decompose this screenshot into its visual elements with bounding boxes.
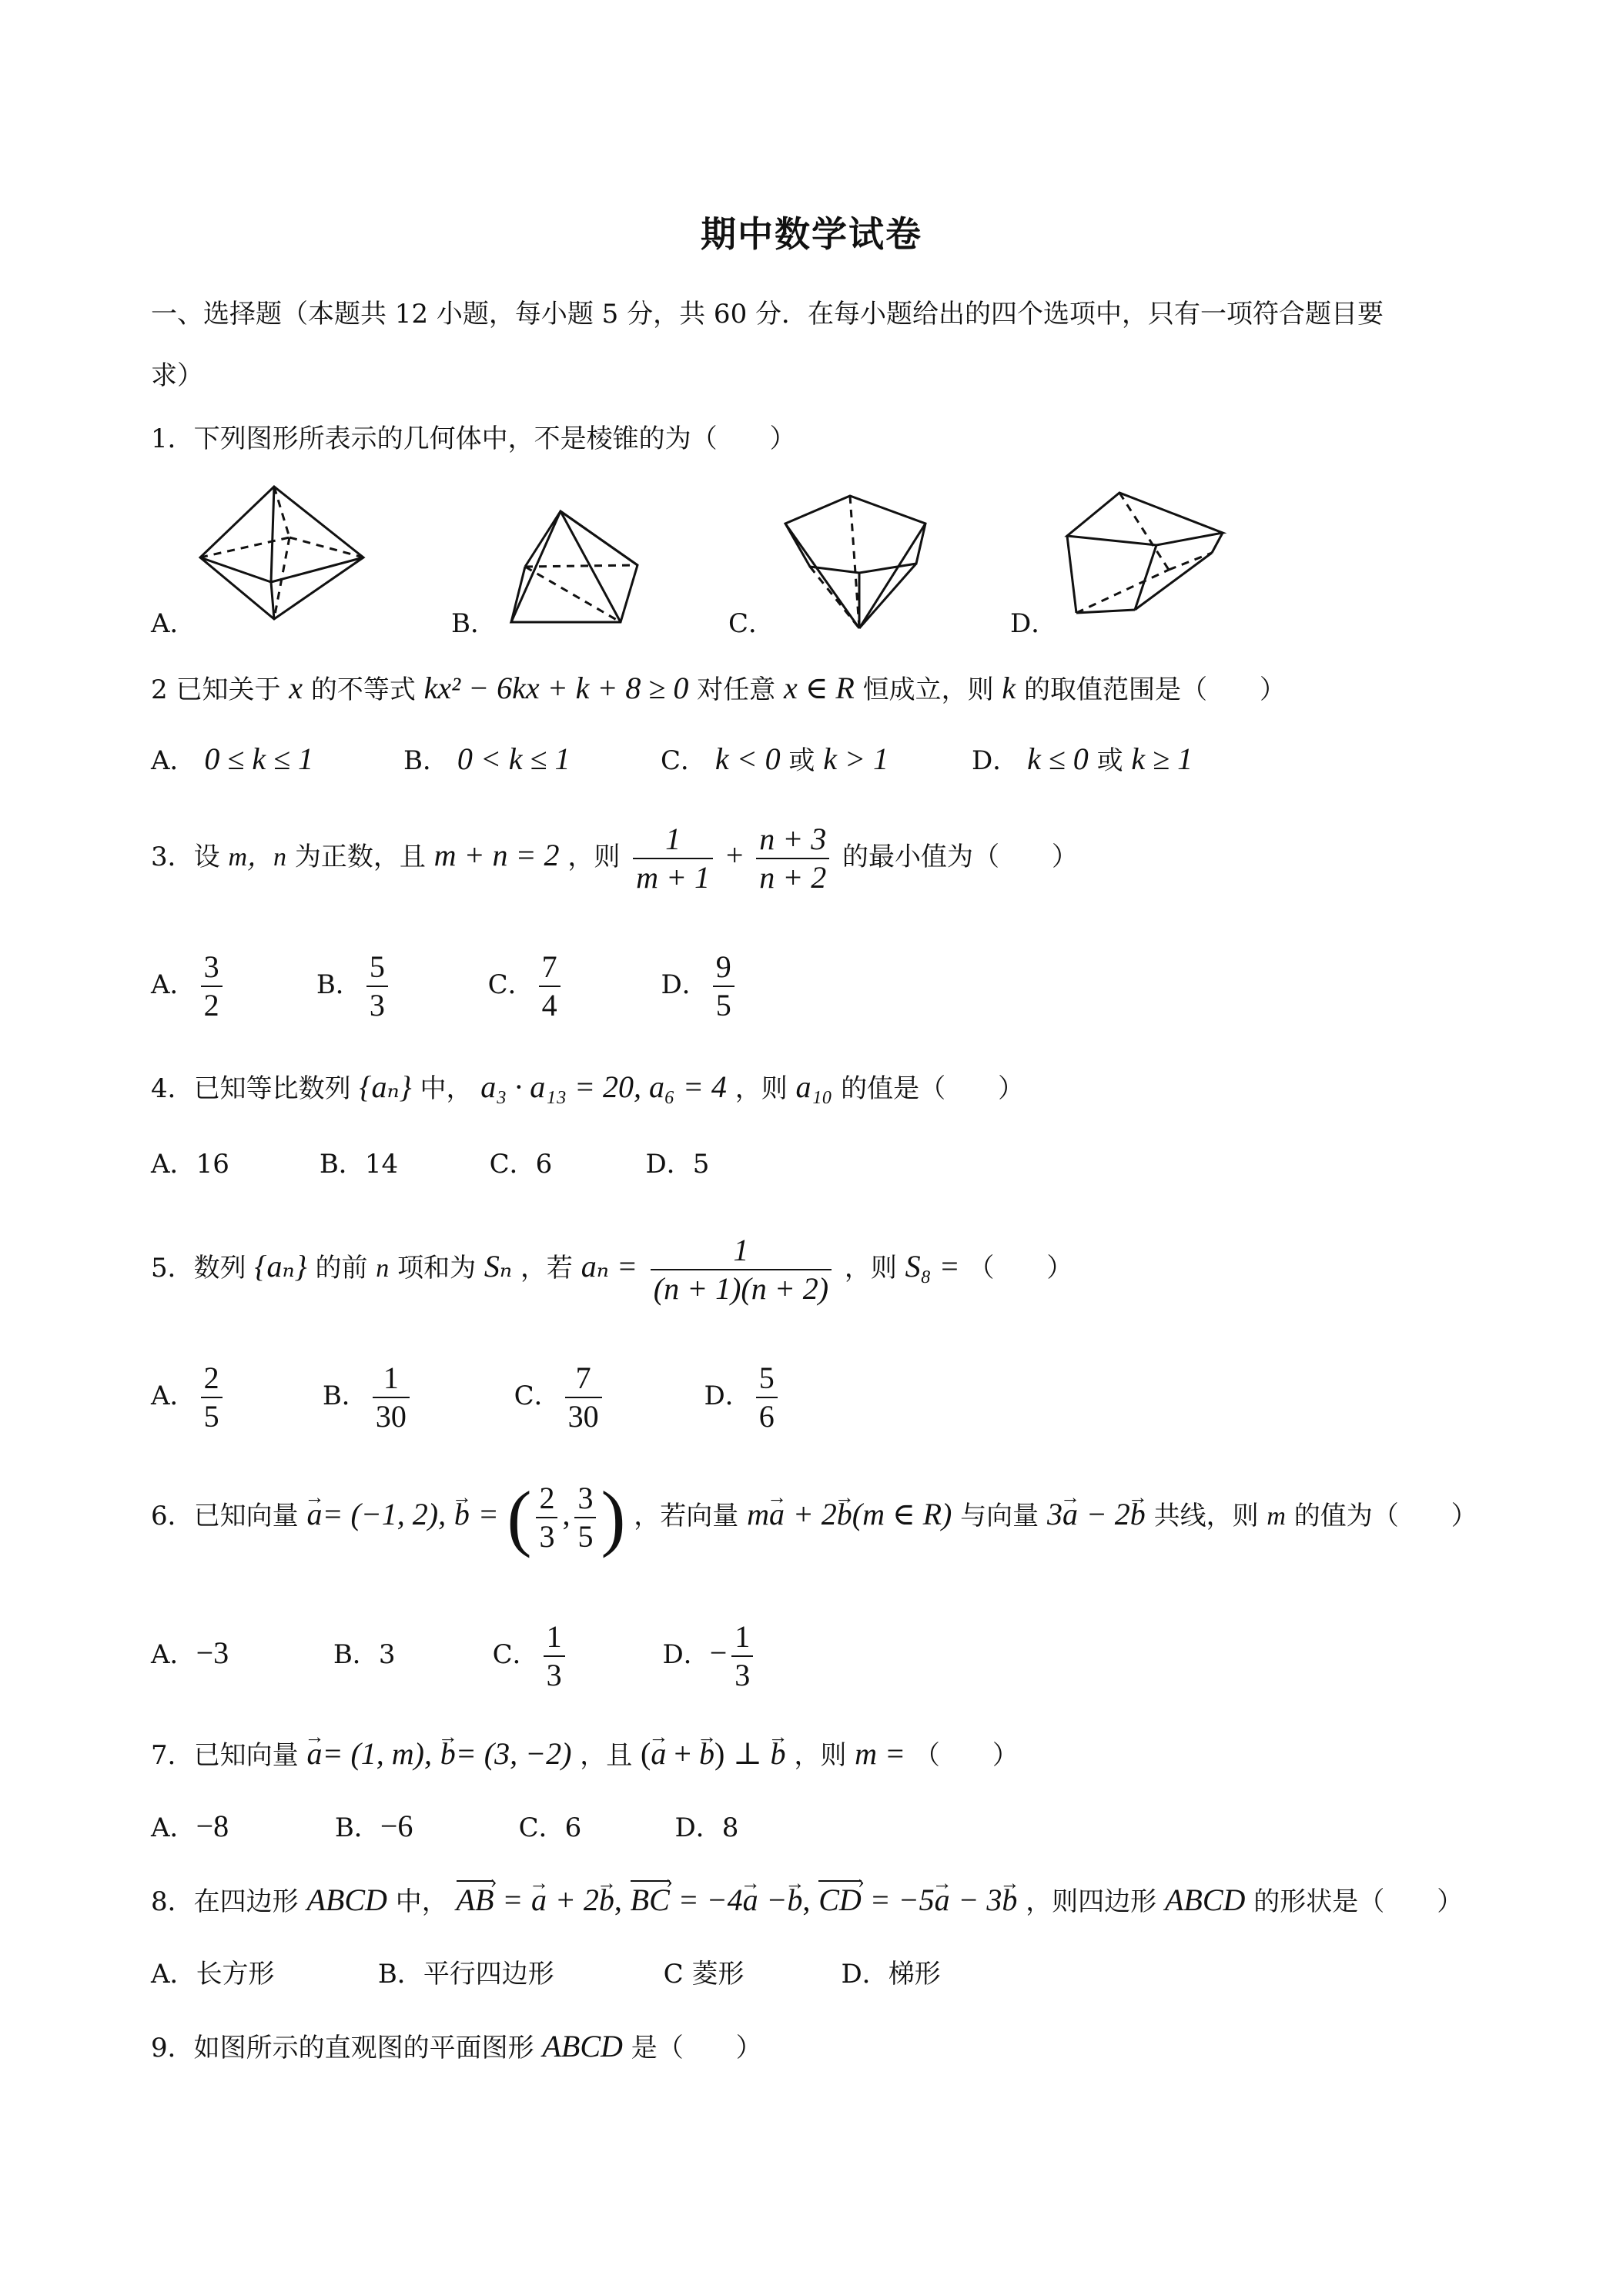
q6-b-component-1 <box>536 1480 557 1555</box>
q5-option-b-num: 1 <box>373 1360 410 1398</box>
q3-option-b-num: 5 <box>366 949 388 987</box>
q4-prefix: 4．已知等比数列 <box>151 1073 351 1104</box>
q5-option-b-den: 30 <box>375 1399 407 1434</box>
q7-sum-close: ) <box>714 1736 725 1771</box>
question-3 <box>151 821 1078 896</box>
q3-option-b-den: 3 <box>369 988 385 1022</box>
q6-vector-a-value: = (−1, 2), <box>322 1497 447 1531</box>
q4-option-a-label: A． <box>151 1149 196 1180</box>
q6-comb2-vector-a: → a <box>1062 1498 1078 1531</box>
q8-vector-bc: BC › <box>631 1883 670 1917</box>
q6-option-d-label: D． <box>662 1639 710 1670</box>
q3-condition: m + n = 2 <box>433 838 560 872</box>
q8-comma-1: , <box>614 1883 622 1917</box>
question-7 <box>151 1737 1019 1772</box>
q9-quad: ABCD <box>542 2029 623 2063</box>
q5-option-d-label: D． <box>704 1381 751 1411</box>
q8-option-a-value: 长方形 <box>196 1959 275 1990</box>
q8-ab-vector-b: → b <box>599 1883 614 1917</box>
q4-target: a₁₀ <box>795 1069 833 1104</box>
q2-option-a-expr: 0 ≤ k ≤ 1 <box>204 741 314 776</box>
q7-option-a-value: −8 <box>196 1809 229 1843</box>
q7-options <box>151 1809 738 1845</box>
q4-option-d <box>645 1147 709 1181</box>
q7-prefix: 7．已知向量 <box>151 1740 299 1771</box>
q2-suffix: 恒成立，则 <box>862 674 994 705</box>
q6-option-d-num: 1 <box>731 1618 753 1657</box>
q3-option-b-label: B． <box>316 969 362 1000</box>
q6-mid2: 与向量 <box>960 1501 1039 1531</box>
q6-comb1-coef: m <box>747 1497 769 1531</box>
q8-suffix: 的形状是（ ） <box>1253 1886 1464 1917</box>
question-1: 1．下列图形所表示的几何体中，不是棱锥的为（ ） <box>151 423 796 454</box>
q2-condition: x ∈ R <box>783 671 855 705</box>
q4-mid: 中， <box>420 1073 473 1104</box>
q5-option-a-den: 5 <box>203 1399 219 1434</box>
q2-option-d-connector: 或 <box>1096 745 1123 776</box>
q5-option-b <box>323 1360 506 1435</box>
q3-plus: + <box>725 838 744 872</box>
q6-option-c <box>493 1618 654 1694</box>
q5-mid: 的前 <box>315 1253 368 1284</box>
q6-option-a-label: A． <box>151 1639 196 1670</box>
q3-mid2: ，则 <box>567 842 621 872</box>
q3-option-d-den: 5 <box>715 988 731 1022</box>
q7-suffix: （ ） <box>913 1740 1019 1771</box>
figure-octahedron <box>197 484 370 622</box>
q2-inequality: kx² − 6kx + k + 8 ≥ 0 <box>423 671 689 705</box>
q6-b-component-2-den: 5 <box>577 1519 594 1554</box>
q3-option-c-num: 7 <box>539 949 561 987</box>
q2-option-b-expr: 0 < k ≤ 1 <box>457 741 571 776</box>
q5-option-d <box>704 1360 781 1435</box>
q2-option-b-label: B． <box>403 745 449 776</box>
q7-option-b-value: −6 <box>380 1809 413 1843</box>
q2-option-b <box>403 742 571 778</box>
q5-mid4: ，则 <box>844 1253 897 1284</box>
q7-option-a <box>151 1809 326 1845</box>
q4-option-b-value: 14 <box>364 1149 399 1180</box>
q7-perp: ⊥ <box>733 1736 762 1771</box>
q1-option-a: A． <box>151 608 196 639</box>
q7-perp-vector-b: → b <box>771 1737 786 1771</box>
q6-prefix: 6．已知向量 <box>151 1501 299 1531</box>
q4-option-a <box>151 1147 311 1181</box>
q8-ab-plus: + 2 <box>554 1883 599 1917</box>
q6-option-d-sign: − <box>709 1635 728 1670</box>
q2-var-x: x <box>289 671 303 705</box>
q5-var-n: n <box>376 1254 390 1283</box>
q6-suffix1: 共线，则 <box>1153 1501 1259 1531</box>
q1-option-b: B． <box>451 608 497 639</box>
q7-option-d-value: 8 <box>721 1812 739 1843</box>
q3-option-d-num: 9 <box>713 949 735 987</box>
q7-vector-b-value: = (3, −2) <box>455 1736 572 1771</box>
q6-option-c-label: C． <box>492 1639 539 1670</box>
q2-option-d-expr: k ≤ 0 <box>1027 741 1089 776</box>
q9-suffix: 是（ ） <box>631 2033 762 2063</box>
q6-vector-b: → b <box>454 1498 470 1531</box>
q6-comb1-vector-b: → b <box>837 1498 852 1531</box>
q5-option-c <box>514 1360 696 1435</box>
q8-cd-vector-a: → a <box>935 1883 950 1917</box>
q8-option-d-value: 梯形 <box>888 1959 941 1990</box>
q5-option-c-den: 30 <box>567 1399 599 1434</box>
q5-mid2: 项和为 <box>397 1253 477 1284</box>
q6-vector-a: → a <box>306 1498 322 1531</box>
q3-vars: m，n <box>228 843 287 872</box>
q6-option-b-label: B． <box>333 1639 379 1670</box>
q8-option-c-value: 菱形 <box>691 1959 745 1990</box>
q3-fraction-2-num: n + 3 <box>756 821 829 859</box>
q5-option-a <box>151 1360 314 1435</box>
q6-b-component-2-num: 3 <box>574 1480 596 1518</box>
q5-sum: Sₙ <box>484 1249 513 1284</box>
q6-option-c-den: 3 <box>546 1658 562 1692</box>
q3-fraction-2 <box>756 821 829 896</box>
q2-option-a-label: A． <box>151 745 196 776</box>
q3-mid: 为正数，且 <box>294 842 426 872</box>
q7-mid: ，且 <box>580 1740 633 1771</box>
q5-options <box>151 1360 782 1435</box>
q5-option-c-num: 7 <box>565 1360 602 1398</box>
q6-b-component-2 <box>574 1480 596 1555</box>
q7-option-b-label: B． <box>334 1812 380 1843</box>
q3-option-d-label: D． <box>661 969 708 1000</box>
question-8 <box>151 1883 1463 1919</box>
q8-option-a-label: A． <box>151 1959 196 1990</box>
q6-vector-b-equals: = <box>477 1497 499 1531</box>
q2-option-d-expr2: k ≥ 1 <box>1131 741 1193 776</box>
question-9 <box>151 2030 762 2065</box>
q2-end: 的取值范围是（ ） <box>1023 674 1286 705</box>
q9-prefix: 9．如图所示的直观图的平面图形 <box>151 2033 534 2063</box>
q3-option-b <box>316 949 480 1024</box>
q7-option-c-label: C． <box>518 1812 565 1843</box>
q7-sum-vector-b: → b <box>699 1737 714 1771</box>
q4-options <box>151 1147 709 1181</box>
q2-option-d-label: D． <box>972 745 1019 776</box>
q3-option-d <box>661 949 738 1024</box>
q7-option-c-value: 6 <box>564 1812 582 1843</box>
q6-option-b <box>333 1638 484 1672</box>
q8-option-c <box>664 1957 833 1991</box>
q3-fraction-2-den: n + 2 <box>759 860 827 895</box>
q5-target: S₈ = <box>905 1249 960 1284</box>
q8-prefix: 8．在四边形 <box>151 1886 299 1917</box>
q5-option-b-label: B． <box>322 1381 368 1411</box>
q6-option-d-den: 3 <box>735 1658 751 1692</box>
q7-vector-a-value: = (1, m), <box>322 1736 432 1771</box>
q2-option-d <box>972 742 1193 778</box>
q8-cd-vector-b: → b <box>1002 1883 1017 1917</box>
q8-option-d <box>841 1957 940 1991</box>
q7-vector-b: → b <box>440 1737 456 1771</box>
q4-option-c-value: 6 <box>535 1149 553 1180</box>
q5-mid3: ，若 <box>520 1253 573 1284</box>
q3-options <box>151 949 739 1024</box>
q2-option-c-expr2: k > 1 <box>823 741 888 776</box>
q6-var-m: m <box>1267 1502 1286 1531</box>
q8-mid2: ，则四边形 <box>1026 1886 1157 1917</box>
q3-option-a-num: 3 <box>201 949 223 987</box>
question-6 <box>151 1476 1477 1558</box>
q8-bc-equals: = −4 <box>678 1883 743 1917</box>
q6-comma: , <box>562 1497 571 1531</box>
figure-pentagonal-pyramid <box>779 493 930 631</box>
q3-option-c <box>488 949 653 1024</box>
q6-comb2-coef: 3 <box>1046 1497 1062 1531</box>
q7-vector-a: → a <box>306 1737 322 1771</box>
q7-target: m = <box>855 1736 906 1771</box>
question-2 <box>151 671 1286 707</box>
question-4 <box>151 1070 1024 1106</box>
q7-sum-plus: + <box>666 1736 699 1771</box>
q5-option-a-num: 2 <box>201 1360 223 1398</box>
q2-option-c-label: C． <box>661 745 708 776</box>
q3-option-a-den: 2 <box>203 988 219 1022</box>
q6-right-paren: ) <box>601 1476 626 1558</box>
q5-option-d-den: 6 <box>758 1399 775 1434</box>
figure-frustum <box>1061 490 1235 625</box>
question-5 <box>151 1232 1073 1307</box>
q8-option-a <box>151 1957 370 1991</box>
q6-b-component-1-den: 3 <box>539 1519 555 1554</box>
q6-comb1-vector-a: → a <box>769 1498 785 1531</box>
q4-option-c <box>490 1147 637 1181</box>
q6-suffix2: 的值为（ ） <box>1293 1501 1477 1531</box>
q4-option-d-label: D． <box>645 1149 693 1180</box>
q5-option-a-label: A． <box>151 1381 196 1411</box>
q4-suffix: 的值是（ ） <box>841 1073 1025 1104</box>
q6-comb1-plus: + 2 <box>792 1497 837 1531</box>
q5-lhs: aₙ = <box>581 1249 637 1284</box>
figure-square-pyramid <box>505 508 641 625</box>
q5-suffix: （ ） <box>968 1253 1073 1284</box>
q5-sequence: {aₙ} <box>254 1249 307 1284</box>
q6-mid: ，若向量 <box>634 1501 739 1531</box>
q4-mid2: ，则 <box>735 1073 788 1104</box>
q4-option-b-label: B． <box>319 1149 365 1180</box>
q6-option-d <box>662 1618 758 1694</box>
q6-option-a <box>151 1636 325 1672</box>
q4-option-b <box>320 1147 481 1181</box>
q2-mid: 的不等式 <box>310 674 416 705</box>
q3-option-a <box>151 949 308 1024</box>
q3-fraction-1 <box>633 821 713 896</box>
q8-cd-minus: − 3 <box>958 1883 1002 1917</box>
q7-option-d-label: D． <box>674 1812 722 1843</box>
q6-comb2-vector-b: → b <box>1130 1498 1146 1531</box>
q8-quad-2: ABCD <box>1165 1883 1246 1917</box>
q8-ab-equals: = <box>502 1883 524 1917</box>
q2-option-a <box>151 742 313 778</box>
q7-option-c <box>519 1811 667 1845</box>
q5-fraction <box>651 1232 832 1307</box>
q8-option-d-label: D． <box>841 1959 888 1990</box>
q2-prefix: 2 已知关于 <box>151 674 281 705</box>
q1-option-d: D． <box>1010 608 1058 639</box>
q2-option-c <box>661 742 888 778</box>
q8-comma-2: , <box>802 1883 811 1917</box>
q7-option-b <box>335 1809 510 1845</box>
q8-option-b <box>378 1957 655 1991</box>
q6-option-a-value: −3 <box>196 1635 229 1670</box>
q7-option-a-label: A． <box>151 1812 196 1843</box>
q7-sum-vector-a: → a <box>651 1737 666 1771</box>
q8-bc-minus: − <box>766 1883 788 1917</box>
q3-fraction-1-num: 1 <box>633 821 713 859</box>
q6-options <box>151 1618 758 1694</box>
q2-var-k: k <box>1002 671 1016 705</box>
q4-option-c-label: C． <box>489 1149 536 1180</box>
q4-option-d-value: 5 <box>692 1149 710 1180</box>
section-heading-line-2: 求） <box>151 360 203 391</box>
q7-mid2: ，则 <box>794 1740 847 1771</box>
q4-option-a-value: 16 <box>196 1149 229 1180</box>
q5-fraction-num: 1 <box>651 1232 832 1270</box>
q8-vector-ab: AB › <box>457 1883 494 1917</box>
q8-bc-vector-b: → b <box>787 1883 802 1917</box>
section-heading-line-1: 一、选择题（本题共 12 小题，每小题 5 分，共 60 分．在每小题给出的四个选项中，只有一项符合题目要 <box>151 299 1384 330</box>
q1-option-c: C． <box>728 608 775 639</box>
q8-ab-vector-a: → a <box>531 1883 547 1917</box>
q8-vector-cd: CD › <box>818 1883 862 1917</box>
q5-option-d-num: 5 <box>756 1360 778 1398</box>
q3-suffix: 的最小值为（ ） <box>842 842 1079 872</box>
q7-option-d <box>674 1811 738 1845</box>
q3-fraction-1-den: m + 1 <box>636 860 711 895</box>
q4-condition: a₃ · a₁₃ = 20, a₆ = 4 <box>480 1069 727 1104</box>
q3-option-c-den: 4 <box>541 988 557 1022</box>
q8-option-b-label: B． <box>377 1959 423 1990</box>
page-title: 期中数学试卷 <box>701 213 922 255</box>
q6-option-b-value: 3 <box>378 1639 396 1670</box>
q5-prefix: 5．数列 <box>151 1253 246 1284</box>
q2-option-c-expr: k < 0 <box>714 741 781 776</box>
q2-option-c-connector: 或 <box>788 745 815 776</box>
q5-option-c-label: C． <box>514 1381 561 1411</box>
q8-options <box>151 1957 941 1991</box>
q5-fraction-den: (n + 1)(n + 2) <box>653 1271 829 1306</box>
q8-bc-vector-a: → a <box>743 1883 758 1917</box>
q4-sequence: {aₙ} <box>359 1069 412 1104</box>
q8-cd-equals: = −5 <box>869 1883 935 1917</box>
q8-quad: ABCD <box>306 1883 387 1917</box>
q7-sum-open: ( <box>641 1736 651 1771</box>
q3-option-a-label: A． <box>151 969 196 1000</box>
q8-mid: 中， <box>395 1886 448 1917</box>
q8-option-c-label: C <box>663 1959 692 1990</box>
q6-comb2-minus: − 2 <box>1086 1497 1130 1531</box>
q2-mid2: 对任意 <box>697 674 776 705</box>
q3-prefix: 3．设 <box>151 842 220 872</box>
q6-b-component-1-num: 2 <box>536 1480 557 1518</box>
q6-comb1-cond: (m ∈ R) <box>852 1497 952 1531</box>
q8-option-b-value: 平行四边形 <box>423 1959 554 1990</box>
q3-option-c-label: C． <box>487 969 534 1000</box>
q6-left-paren: ( <box>507 1476 532 1558</box>
q6-option-c-num: 1 <box>544 1618 565 1657</box>
